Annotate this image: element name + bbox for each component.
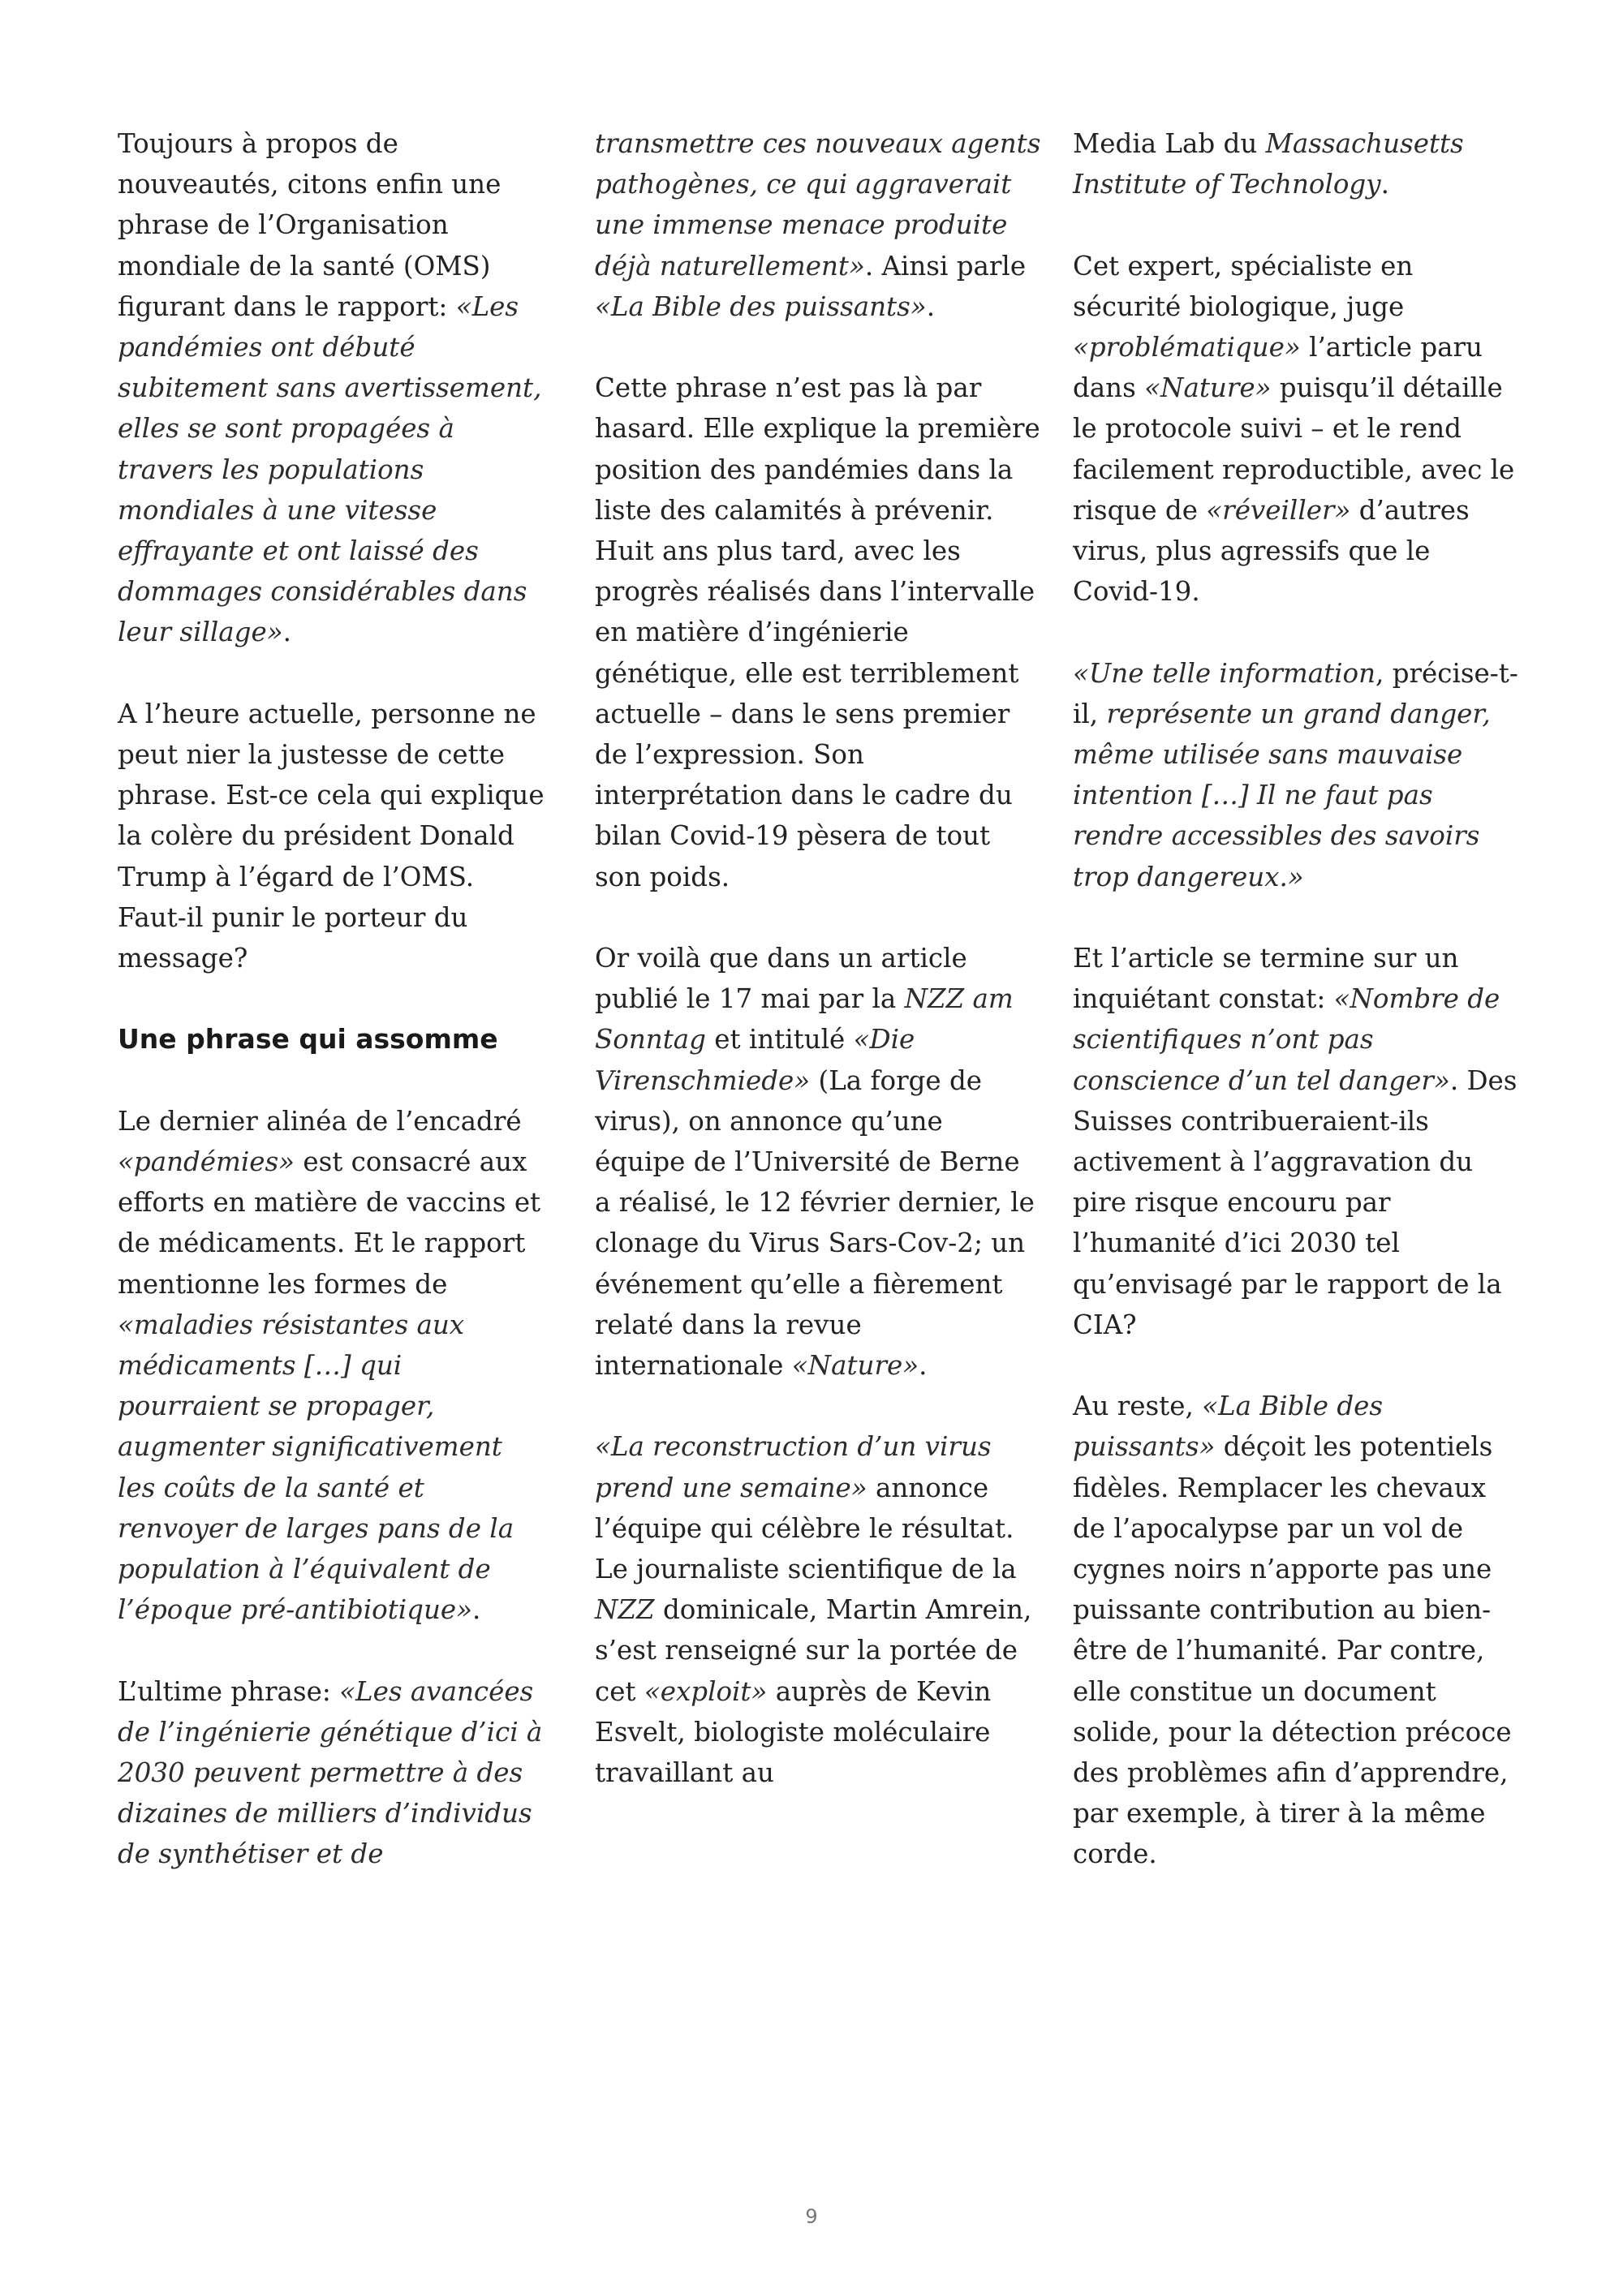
text-run: Et l’article se termine sur un inquiétant constat: xyxy=(1073,943,1459,1015)
text-column-1 xyxy=(118,123,548,1875)
text-run: Cette phrase n’est pas là par hasard. Elle explique la première position des pandémies dans la liste des calamités à prévenir. Huit ans plus tard, avec les progrès réalisés dans l’intervalle en matière d’ingénierie génétique, elle est terriblement actuelle – dans le sens premier de l’expression. Son interprétation dans le cadre du bilan Covid-19 pèsera de tout son poids. xyxy=(595,372,1040,892)
page-number: 9 xyxy=(805,2205,818,2228)
text-run: . xyxy=(926,290,936,322)
text-run: A l’heure actuelle, personne ne peut nier la justesse de cette phrase. Est-ce cela qui explique la colère du président Donald Trump à l’égard de l’OMS. Faut-il punir le porteur du message? xyxy=(118,698,545,974)
text-run: Toujours à propos de nouveautés, citons enfin une phrase de l’Organisation mondiale de la santé (OMS) figurant dans le rapport: xyxy=(118,128,502,322)
text-run: l’article paru dans xyxy=(1073,332,1483,404)
text-run: L’ultime phrase: xyxy=(118,1675,340,1707)
text-run: Or voilà que dans un article publié le 17 mai par la xyxy=(595,943,967,1015)
text-run: annonce l’équipe qui célèbre le résultat. Le journaliste scientifique de la xyxy=(595,1472,1017,1585)
paragraph xyxy=(118,1101,548,1631)
paragraph xyxy=(1073,1386,1521,1874)
paragraph xyxy=(1073,938,1521,1345)
text-column-2 xyxy=(595,123,1041,1793)
text-run: déçoit les potentiels fidèles. Remplacer les chevaux de l’apocalypse par un vol de cygnes noirs n’apporte pas une puissante contribution au bien-être de l’humanité. Par contre, elle constitue un document solide, pour la détection précoce des problèmes afin d’apprendre, par exemple, à tirer à la même corde. xyxy=(1073,1431,1512,1870)
italic-text-run: Massachusetts Institute of Technology xyxy=(1073,128,1464,200)
paragraph xyxy=(1073,246,1521,613)
italic-text-run: NZZ xyxy=(595,1594,655,1626)
italic-text-run: «maladies résistantes aux médicaments […] qui pourraient se propager, augmenter significativement les coûts de la santé et renvoyer de larges pans de la population à l’équivalent de l’époque pré-antibiotique» xyxy=(118,1309,514,1626)
italic-text-run: «Nature» xyxy=(791,1350,919,1382)
italic-text-run: «problématique» xyxy=(1073,332,1301,363)
italic-text-run: NZZ am Sonntag xyxy=(595,983,1014,1056)
text-run: . xyxy=(1380,169,1389,200)
text-run: est consacré aux efforts en matière de vaccins et de médicaments. Et le rapport mentionne les formes de xyxy=(118,1146,541,1300)
section-heading xyxy=(118,1019,548,1060)
italic-text-run: «Die Virenschmiede» xyxy=(595,1024,915,1096)
text-run: et intitulé xyxy=(705,1024,854,1056)
italic-text-run: «pandémies» xyxy=(118,1146,295,1178)
text-run: Une phrase qui assomme xyxy=(118,1023,498,1056)
paragraph xyxy=(595,1426,1041,1793)
text-run: , précise-t-il, xyxy=(1073,657,1518,729)
paragraph xyxy=(118,694,548,978)
text-run: auprès de Kevin Esvelt, biologiste moléculaire travaillant au xyxy=(595,1675,992,1789)
italic-text-run: «Une telle information xyxy=(1073,657,1376,689)
italic-text-run: «La reconstruction d’un virus prend une semaine» xyxy=(595,1431,992,1503)
paragraph xyxy=(118,123,548,653)
text-run: (La forge de virus), on annonce qu’une équipe de l’Université de Berne a réalisé, le 12 février dernier, le clonage du Virus Sars-Cov-2; un événement qu’elle a fièrement relaté dans la revue internationale xyxy=(595,1064,1035,1382)
text-run: . xyxy=(919,1350,928,1382)
paragraph xyxy=(118,1671,548,1875)
text-run: dominicale, Martin Amrein, s’est renseigné sur la portée de cet xyxy=(595,1594,1032,1707)
text-column-3 xyxy=(1073,123,1521,1875)
paragraph xyxy=(1073,123,1521,204)
italic-text-run: «Nature» xyxy=(1144,372,1272,404)
text-run: d’autres virus, plus agressifs que le Covid-19. xyxy=(1073,494,1470,608)
text-run: Media Lab du xyxy=(1073,128,1266,159)
text-run: . xyxy=(472,1594,481,1626)
italic-text-run: «La Bible des puissants» xyxy=(595,290,927,322)
text-run: Cet expert, spécialiste en sécurité biologique, juge xyxy=(1073,250,1414,322)
italic-text-run: «Les avancées de l’ingénierie génétique d’ici à 2030 peuvent permettre à des dizaines de milliers d’individus de synthétiser et de xyxy=(118,1675,543,1870)
text-run: . xyxy=(282,617,291,648)
italic-text-run: «La Bible des puissants» xyxy=(1073,1391,1384,1463)
paragraph xyxy=(595,123,1041,327)
text-run: . Ainsi parle xyxy=(864,250,1027,282)
paragraph xyxy=(595,938,1041,1386)
italic-text-run: représente un grand danger, même utilisée sans mauvaise intention […] Il ne faut pas rendre accessibles des savoirs trop dangereux.» xyxy=(1073,698,1491,892)
italic-text-run: transmettre ces nouveaux agents pathogènes, ce qui aggraverait une immense menace produite déjà naturellement» xyxy=(595,128,1041,282)
paragraph xyxy=(595,368,1041,897)
italic-text-run: «exploit» xyxy=(644,1675,768,1707)
text-run: puisqu’il détaille le protocole suivi – et le rend facilement reproductible, avec le risque de xyxy=(1073,372,1515,526)
text-run: Au reste, xyxy=(1073,1391,1203,1422)
italic-text-run: «réveiller» xyxy=(1206,494,1351,526)
text-run: Le dernier alinéa de l’encadré xyxy=(118,1105,522,1137)
italic-text-run: «Nombre de scientifiques n’ont pas conscience d’un tel danger» xyxy=(1073,983,1500,1096)
paragraph xyxy=(1073,653,1521,897)
italic-text-run: «Les pandémies ont débuté subitement sans avertissement, elles se sont propagées à travers les populations mondiales à une vitesse effrayante et ont laissé des dommages considérables dans leur sillage» xyxy=(118,290,542,648)
text-run: . Des Suisses contribueraient-ils activement à l’aggravation du pire risque encouru par l’humanité d’ici 2030 tel qu’envisagé par le rapport de la CIA? xyxy=(1073,1064,1518,1340)
